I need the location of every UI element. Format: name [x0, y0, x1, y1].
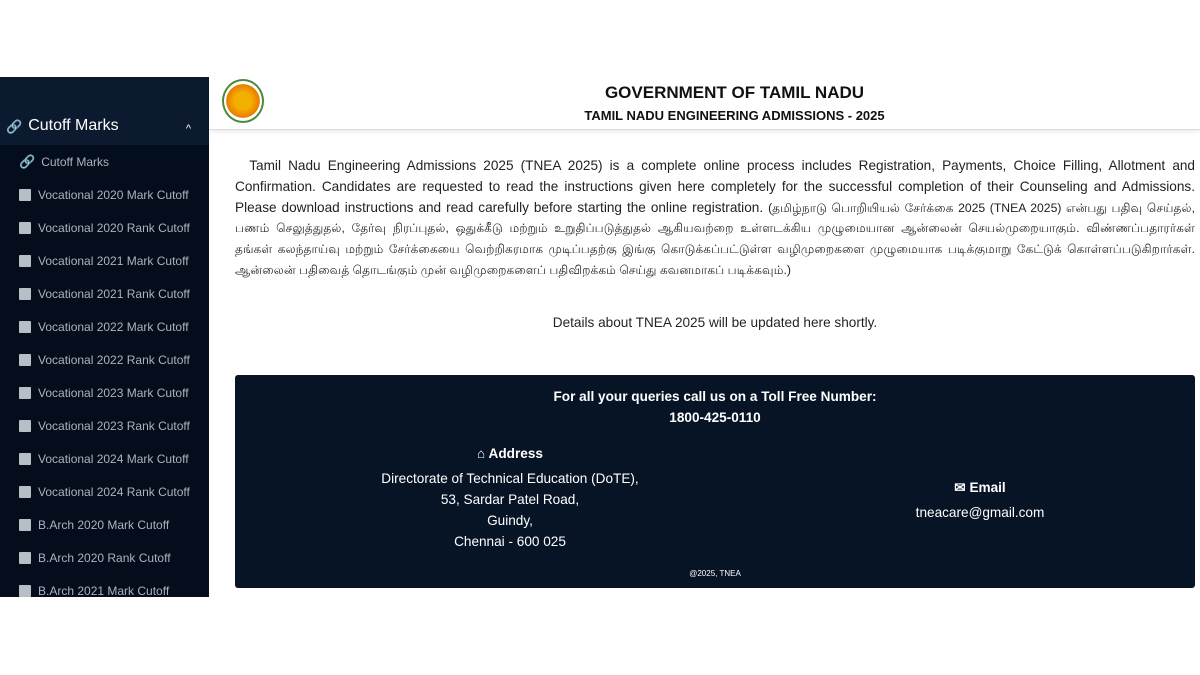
sidebar-item-label: Vocational 2023 Rank Cutoff	[38, 418, 190, 433]
sidebar-item[interactable]	[0, 310, 209, 343]
sidebar-item-label: Vocational 2021 Mark Cutoff	[38, 253, 189, 268]
page-subtitle: TAMIL NADU ENGINEERING ADMISSIONS - 2025	[584, 108, 885, 123]
document-icon	[19, 354, 31, 366]
document-icon	[19, 288, 31, 300]
sidebar-item[interactable]	[0, 508, 209, 541]
document-icon	[19, 486, 31, 498]
email-label: Email	[969, 480, 1006, 495]
sidebar-item-label: B.Arch 2020 Rank Cutoff	[38, 550, 171, 565]
document-icon	[19, 321, 31, 333]
document-icon	[19, 453, 31, 465]
sidebar-item-label: B.Arch 2020 Mark Cutoff	[38, 517, 170, 532]
home-icon: ⌂	[477, 446, 486, 461]
document-icon	[19, 387, 31, 399]
document-icon	[19, 420, 31, 432]
chevron-up-icon[interactable]: ^	[185, 123, 191, 135]
envelope-icon: ✉	[954, 480, 966, 495]
sidebar-item[interactable]	[0, 244, 209, 277]
sidebar-item[interactable]	[0, 376, 209, 409]
sidebar-item[interactable]	[0, 574, 209, 597]
sidebar-item[interactable]	[0, 541, 209, 574]
sidebar-item-label: Vocational 2022 Mark Cutoff	[38, 319, 189, 334]
address-line: Directorate of Technical Education (DoTE),	[381, 471, 639, 486]
sidebar-item-label: Vocational 2020 Rank Cutoff	[38, 220, 190, 235]
sidebar-item-label: B.Arch 2021 Mark Cutoff	[38, 583, 170, 597]
sidebar-item[interactable]	[0, 211, 209, 244]
sidebar-section-label: Cutoff Marks	[28, 117, 119, 134]
details-notice: Details about TNEA 2025 will be updated here shortly.	[552, 315, 878, 330]
sidebar-item-label: Vocational 2024 Rank Cutoff	[38, 484, 190, 499]
document-icon	[19, 552, 31, 564]
sidebar-item-label: Cutoff Marks	[41, 154, 109, 169]
document-icon	[19, 255, 31, 267]
address-line: Guindy,	[487, 513, 533, 528]
address-line: 53, Sardar Patel Road,	[440, 492, 580, 507]
sidebar-section-cutoff-marks[interactable]	[0, 77, 209, 145]
address-block	[345, 443, 675, 552]
intro-english: Tamil Nadu Engineering Admissions 2025 (TNEA 2025) is a complete online process includes Registration, Payments, Choice Filling, Allotment and Confirmation. Candidates are requested to read the instructions given here completely for the successful completion of their Counseling and Admissions. Please download instructions and read carefully before starting the online registration.	[235, 158, 1195, 215]
page-title: GOVERNMENT OF TAMIL NADU	[604, 83, 865, 102]
sidebar-item[interactable]	[0, 343, 209, 376]
sidebar-item-label: Vocational 2020 Mark Cutoff	[38, 187, 189, 202]
sidebar-item-label: Vocational 2023 Mark Cutoff	[38, 385, 189, 400]
intro-tamil: (தமிழ்நாடு பொறியியல் சேர்க்கை 2025 (TNEA 2025) என்பது பதிவு செய்தல், பணம் செலுத்துதல், தேர்வு நிரப்புதல், ஒதுக்கீடு மற்றும் உறுதிப்படுத்துதல் ஆகியவற்றை உள்ளடக்கிய முழுமையான ஆன்லைன் செயல்முறையாகும். விண்ணப்பதாரர்கள் தங்கள் கலந்தாய்வு மற்றும் சேர்க்கையை வெற்றிகரமாக முடிப்பதற்கு இங்கு கொடுக்கப்பட்டுள்ள வழிமுறைகளை முழுமையாக படிக்குமாறு கேட்டுக் கொள்ளப்படுகிறார்கள். ஆன்லைன் பதிவைத் தொடங்கும் முன் வழிமுறைகளைப் பதிவிறக்கம் செய்து கவனமாகப் படிக்கவும்.)	[235, 200, 1195, 277]
toll-free-number[interactable]: 1800-425-0110	[669, 410, 761, 425]
sidebar-item-label: Vocational 2022 Rank Cutoff	[38, 352, 190, 367]
sidebar-item[interactable]	[0, 442, 209, 475]
intro-paragraph	[235, 156, 1195, 281]
address-line: Chennai - 600 025	[454, 534, 566, 549]
query-label: For all your queries call us on a Toll Free Number:	[553, 389, 877, 404]
sidebar-item-label: Vocational 2024 Mark Cutoff	[38, 451, 189, 466]
copyright: @2025, TNEA	[689, 569, 741, 578]
sidebar-item[interactable]	[0, 145, 209, 178]
document-icon	[19, 585, 31, 597]
document-icon	[19, 189, 31, 201]
link-icon: 🔗	[6, 119, 23, 134]
document-icon	[19, 222, 31, 234]
sidebar-item[interactable]	[0, 277, 209, 310]
address-label: Address	[488, 446, 543, 461]
email-link[interactable]: tneacare@gmail.com	[915, 505, 1045, 520]
sidebar-item[interactable]	[0, 409, 209, 442]
sidebar-item[interactable]	[0, 475, 209, 508]
link-icon: 🔗	[19, 153, 36, 169]
sidebar-item[interactable]	[0, 178, 209, 211]
email-block	[875, 475, 1085, 525]
footer	[235, 375, 1195, 588]
document-icon	[19, 519, 31, 531]
sidebar-item-label: Vocational 2021 Rank Cutoff	[38, 286, 190, 301]
page-header	[209, 77, 1200, 130]
sidebar	[0, 77, 209, 597]
